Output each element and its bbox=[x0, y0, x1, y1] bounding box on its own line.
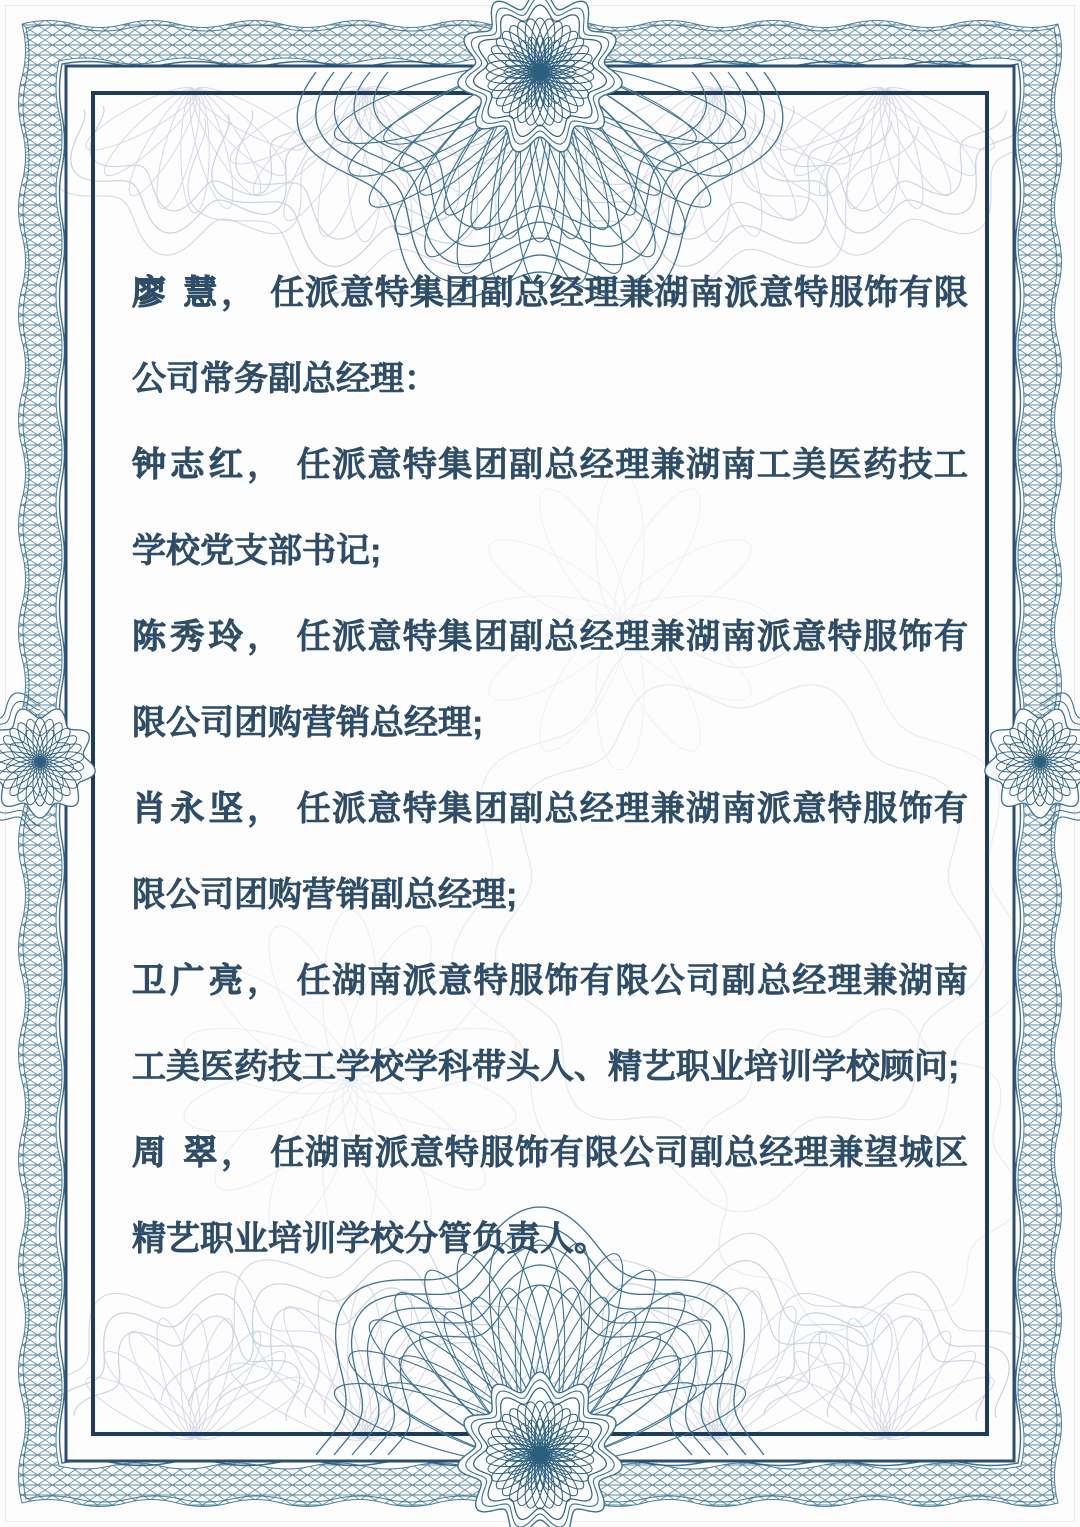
person-name: 肖永坚 bbox=[132, 790, 248, 828]
person-name: 周 翠 bbox=[132, 1134, 222, 1172]
person-name: 钟志红 bbox=[132, 446, 248, 484]
appointment-entry bbox=[132, 938, 968, 1110]
separator: ， bbox=[247, 962, 283, 1000]
separator: ， bbox=[247, 446, 283, 484]
person-name: 廖 慧 bbox=[132, 274, 222, 312]
appointment-body: 任湖南派意特服饰有限公司副总经理兼望城区精艺职业培训学校分管负责人。 bbox=[132, 1134, 969, 1258]
person-name: 卫广亮 bbox=[132, 962, 248, 1000]
appointment-entry bbox=[132, 766, 968, 938]
appointment-body: 任派意特集团副总经理兼湖南派意特服饰有限公司团购营销副总经理; bbox=[132, 790, 969, 914]
separator: ， bbox=[221, 1134, 257, 1172]
appointment-text-block bbox=[132, 250, 968, 1282]
separator: ， bbox=[247, 790, 283, 828]
appointment-entry bbox=[132, 594, 968, 766]
appointment-entry bbox=[132, 422, 968, 594]
appointment-body: 任湖南派意特服饰有限公司副总经理兼湖南工美医药技工学校学科带头人、精艺职业培训学校顾问; bbox=[132, 962, 969, 1086]
person-name: 陈秀玲 bbox=[132, 618, 248, 656]
appointment-body: 任派意特集团副总经理兼湖南派意特服饰有限公司常务副总经理： bbox=[132, 274, 969, 398]
separator: ， bbox=[247, 618, 283, 656]
appointment-body: 任派意特集团副总经理兼湖南工美医药技工学校党支部书记; bbox=[132, 446, 969, 570]
appointment-body: 任派意特集团副总经理兼湖南派意特服饰有限公司团购营销总经理; bbox=[132, 618, 969, 742]
separator: ， bbox=[221, 274, 257, 312]
appointment-entry bbox=[132, 1110, 968, 1282]
appointment-entry bbox=[132, 250, 968, 422]
